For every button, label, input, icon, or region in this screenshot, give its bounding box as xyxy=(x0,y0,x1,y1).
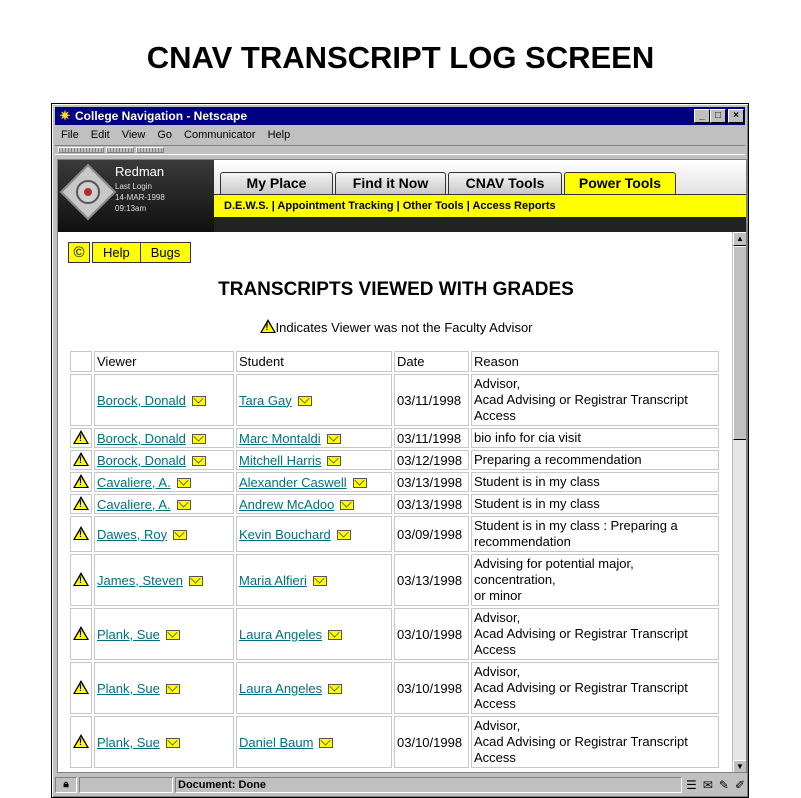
viewer-link[interactable]: Cavaliere, A. xyxy=(97,496,171,512)
envelope-icon[interactable] xyxy=(166,684,180,694)
envelope-icon[interactable] xyxy=(192,434,206,444)
last-login-label: Last Login xyxy=(115,182,152,191)
viewer-link[interactable]: Plank, Sue xyxy=(97,680,160,696)
warning-triangle-icon xyxy=(73,626,89,640)
student-cell xyxy=(236,716,392,768)
reason-line: or minor xyxy=(474,588,522,603)
reason-line: Student is in my class : Preparing a xyxy=(474,518,678,533)
last-login-info xyxy=(115,181,165,214)
subnav-separator: | xyxy=(396,200,400,212)
lock-icon[interactable]: 🔒︎ xyxy=(55,777,77,793)
progress-bar xyxy=(79,777,173,793)
warning-triangle-icon xyxy=(73,430,89,444)
student-link[interactable]: Tara Gay xyxy=(239,392,292,408)
envelope-icon[interactable] xyxy=(328,630,342,640)
date-cell: 03/11/1998 xyxy=(394,428,469,448)
reason-cell xyxy=(471,428,719,448)
subnav-appointment-tracking[interactable]: Appointment Tracking xyxy=(277,200,394,212)
table-row xyxy=(70,716,719,768)
flag-cell xyxy=(70,516,92,552)
menu-edit[interactable]: Edit xyxy=(90,129,110,141)
window-title: College Navigation - Netscape xyxy=(75,109,248,123)
subnav-separator: | xyxy=(466,200,470,212)
reason-line: recommendation xyxy=(474,534,571,549)
student-cell xyxy=(236,516,392,552)
student-link[interactable]: Andrew McAdoo xyxy=(239,496,335,512)
last-login-date: 14-MAR-1998 xyxy=(115,193,165,202)
page-content xyxy=(57,159,747,773)
table-row xyxy=(70,450,719,470)
envelope-icon[interactable] xyxy=(313,576,327,586)
reason-line: Acad Advising or Registrar Transcript xyxy=(474,626,688,641)
viewer-cell xyxy=(94,374,234,426)
viewer-cell xyxy=(94,554,234,606)
viewer-cell xyxy=(94,716,234,768)
viewer-cell xyxy=(94,516,234,552)
nav-tabs xyxy=(214,160,747,232)
reason-cell xyxy=(471,554,719,606)
reason-cell xyxy=(471,472,719,492)
date-cell: 03/13/1998 xyxy=(394,472,469,492)
envelope-icon[interactable] xyxy=(192,396,206,406)
toolbar-grip[interactable] xyxy=(136,147,164,153)
viewer-cell xyxy=(94,472,234,492)
menu-bar xyxy=(55,126,745,144)
table-row xyxy=(70,472,719,492)
reason-line: Acad Advising or Registrar Transcript xyxy=(474,392,688,407)
viewer-link[interactable]: Borock, Donald xyxy=(97,430,186,446)
header-date: Date xyxy=(394,351,469,372)
envelope-icon[interactable] xyxy=(192,456,206,466)
last-login-time: 09:13am xyxy=(115,204,147,213)
reason-line: Acad Advising or Registrar Transcript xyxy=(474,734,688,749)
warning-triangle-icon xyxy=(73,474,89,488)
menu-help[interactable]: Help xyxy=(267,129,291,141)
reason-line: Access xyxy=(474,408,516,423)
reason-line: Access xyxy=(474,696,516,711)
envelope-icon[interactable] xyxy=(337,530,351,540)
composer-icon[interactable]: ✐ xyxy=(734,778,745,792)
table-row xyxy=(70,374,719,426)
table-row xyxy=(70,554,719,606)
header-viewer: Viewer xyxy=(94,351,234,372)
student-cell xyxy=(236,472,392,492)
student-link[interactable]: Marc Montaldi xyxy=(239,430,321,446)
student-link[interactable]: Alexander Caswell xyxy=(239,474,347,490)
student-cell xyxy=(236,428,392,448)
date-cell: 03/10/1998 xyxy=(394,716,469,768)
student-link[interactable]: Maria Alfieri xyxy=(239,572,307,588)
envelope-icon[interactable] xyxy=(189,576,203,586)
menu-communicator[interactable]: Communicator xyxy=(184,129,256,141)
reason-line: Access xyxy=(474,642,516,657)
viewer-cell xyxy=(94,450,234,470)
tab-cnav-tools[interactable]: CNAV Tools xyxy=(448,172,562,194)
student-cell xyxy=(236,450,392,470)
envelope-icon[interactable] xyxy=(177,478,191,488)
student-link[interactable]: Laura Angeles xyxy=(239,626,323,642)
envelope-icon[interactable] xyxy=(173,530,187,540)
report-page xyxy=(58,232,734,773)
date-cell: 03/12/1998 xyxy=(394,450,469,470)
viewer-link[interactable]: Dawes, Roy xyxy=(97,526,168,542)
status-text: Document: Done xyxy=(175,777,682,793)
viewer-cell xyxy=(94,608,234,660)
table-body xyxy=(70,374,719,768)
reason-line: Advising for potential major, xyxy=(474,556,634,571)
viewer-link[interactable]: Borock, Donald xyxy=(97,452,186,468)
reason-cell xyxy=(471,516,719,552)
envelope-icon[interactable] xyxy=(327,456,341,466)
date-cell: 03/09/1998 xyxy=(394,516,469,552)
warning-triangle-icon xyxy=(260,319,276,333)
legend xyxy=(58,319,734,335)
close-button[interactable]: × xyxy=(728,109,744,123)
scroll-up-arrow-icon[interactable]: ▲ xyxy=(733,232,747,246)
date-cell: 03/13/1998 xyxy=(394,494,469,514)
page-title: TRANSCRIPTS VIEWED WITH GRADES xyxy=(218,279,574,300)
toolbar-grip[interactable] xyxy=(106,147,134,153)
flag-cell xyxy=(70,554,92,606)
envelope-icon[interactable] xyxy=(340,500,354,510)
warning-triangle-icon xyxy=(73,572,89,586)
viewer-link[interactable]: Plank, Sue xyxy=(97,734,160,750)
netscape-star-icon: ✷ xyxy=(59,108,71,123)
flag-cell xyxy=(70,374,92,426)
viewer-cell xyxy=(94,428,234,448)
sub-navigation xyxy=(214,194,747,217)
reason-line: Preparing a recommendation xyxy=(474,452,642,467)
flag-cell xyxy=(70,608,92,660)
scroll-down-arrow-icon[interactable]: ▼ xyxy=(733,760,747,773)
status-bar xyxy=(55,776,745,794)
browser-window xyxy=(51,103,749,798)
warning-triangle-icon xyxy=(73,680,89,694)
reason-cell xyxy=(471,494,719,514)
envelope-icon[interactable] xyxy=(177,500,191,510)
viewer-cell xyxy=(94,662,234,714)
reason-line: Acad Advising or Registrar Transcript xyxy=(474,680,688,695)
student-link[interactable]: Kevin Bouchard xyxy=(239,526,331,542)
student-link[interactable]: Laura Angeles xyxy=(239,680,323,696)
user-panel xyxy=(58,160,214,232)
reason-line: bio info for cia visit xyxy=(474,430,581,445)
warning-triangle-icon xyxy=(73,526,89,540)
date-cell: 03/10/1998 xyxy=(394,608,469,660)
envelope-icon[interactable] xyxy=(353,478,367,488)
student-cell xyxy=(236,608,392,660)
reason-line: Student is in my class xyxy=(474,474,600,489)
viewer-cell xyxy=(94,494,234,514)
student-link[interactable]: Mitchell Harris xyxy=(239,452,322,468)
component-bar xyxy=(686,778,745,792)
envelope-icon[interactable] xyxy=(166,738,180,748)
viewer-link[interactable]: Borock, Donald xyxy=(97,392,186,408)
flag-cell xyxy=(70,716,92,768)
reason-line: concentration, xyxy=(474,572,556,587)
warning-triangle-icon xyxy=(73,452,89,466)
envelope-icon[interactable] xyxy=(319,738,333,748)
viewer-link[interactable]: Cavaliere, A. xyxy=(97,474,171,490)
table-header-row xyxy=(70,351,719,372)
tab-power-tools[interactable]: Power Tools xyxy=(564,172,676,194)
student-cell xyxy=(236,494,392,514)
reason-cell xyxy=(471,662,719,714)
reason-cell xyxy=(471,716,719,768)
flag-cell xyxy=(70,428,92,448)
envelope-icon[interactable] xyxy=(328,684,342,694)
date-cell: 03/11/1998 xyxy=(394,374,469,426)
collapsed-toolbars xyxy=(55,145,745,155)
copyright-button[interactable]: © xyxy=(68,242,90,263)
vertical-scrollbar[interactable] xyxy=(732,232,746,773)
subnav-dews[interactable]: D.E.W.S. xyxy=(224,200,269,212)
reason-cell xyxy=(471,608,719,660)
mail-icon[interactable]: ✉ xyxy=(702,778,713,792)
menu-view[interactable]: View xyxy=(121,129,146,141)
reason-line: Student is in my class xyxy=(474,496,600,511)
header-divider xyxy=(214,217,747,232)
student-cell xyxy=(236,374,392,426)
warning-triangle-icon xyxy=(73,734,89,748)
maximize-button[interactable]: □ xyxy=(710,109,726,123)
subnav-separator: | xyxy=(271,200,275,212)
table-row xyxy=(70,662,719,714)
menu-file[interactable]: File xyxy=(61,129,79,141)
student-link[interactable]: Daniel Baum xyxy=(239,734,314,750)
reason-line: Advisor, xyxy=(474,718,521,733)
envelope-icon[interactable] xyxy=(166,630,180,640)
flag-cell xyxy=(70,450,92,470)
envelope-icon[interactable] xyxy=(327,434,341,444)
reason-line: Advisor, xyxy=(474,664,521,679)
user-name: Redman xyxy=(115,164,165,179)
header-student: Student xyxy=(236,351,392,372)
scroll-thumb[interactable] xyxy=(733,246,747,440)
date-cell: 03/10/1998 xyxy=(394,662,469,714)
student-cell xyxy=(236,662,392,714)
toolbar-grip[interactable] xyxy=(58,147,104,153)
menu-go[interactable]: Go xyxy=(157,129,173,141)
seal-emblem-icon xyxy=(76,180,100,204)
header-reason: Reason xyxy=(471,351,719,372)
envelope-icon[interactable] xyxy=(298,396,312,406)
legend-text: Indicates Viewer was not the Faculty Advisor xyxy=(275,320,533,335)
table-row xyxy=(70,608,719,660)
date-cell: 03/13/1998 xyxy=(394,554,469,606)
header-flag-cell xyxy=(70,351,92,372)
reason-cell xyxy=(471,450,719,470)
warning-triangle-icon xyxy=(73,496,89,510)
table-row xyxy=(70,428,719,448)
title-bar xyxy=(55,107,745,125)
discussion-icon[interactable]: ✎ xyxy=(718,778,729,792)
site-header xyxy=(58,160,747,232)
subnav-other-tools[interactable]: Other Tools xyxy=(402,200,464,212)
table-row xyxy=(70,494,719,514)
tab-find-it-now[interactable]: Find it Now xyxy=(335,172,446,194)
reason-cell xyxy=(471,374,719,426)
flag-cell xyxy=(70,494,92,514)
viewer-link[interactable]: Plank, Sue xyxy=(97,626,160,642)
transcript-log-table xyxy=(68,349,721,770)
minimize-button[interactable]: _ xyxy=(694,109,710,123)
reason-line: Advisor, xyxy=(474,376,521,391)
help-button[interactable]: Help xyxy=(92,242,141,263)
tab-my-place[interactable]: My Place xyxy=(220,172,333,194)
page-toolbar xyxy=(68,242,191,263)
flag-cell xyxy=(70,662,92,714)
reason-line: Advisor, xyxy=(474,610,521,625)
flag-cell xyxy=(70,472,92,492)
viewer-link[interactable]: James, Steven xyxy=(97,572,183,588)
reason-line: Access xyxy=(474,750,516,765)
table-row xyxy=(70,516,719,552)
slide-title: CNAV TRANSCRIPT LOG SCREEN xyxy=(146,40,655,75)
bugs-button[interactable]: Bugs xyxy=(141,242,192,263)
navigator-icon[interactable]: ☰ xyxy=(686,778,697,792)
student-cell xyxy=(236,554,392,606)
subnav-access-reports[interactable]: Access Reports xyxy=(472,200,556,212)
